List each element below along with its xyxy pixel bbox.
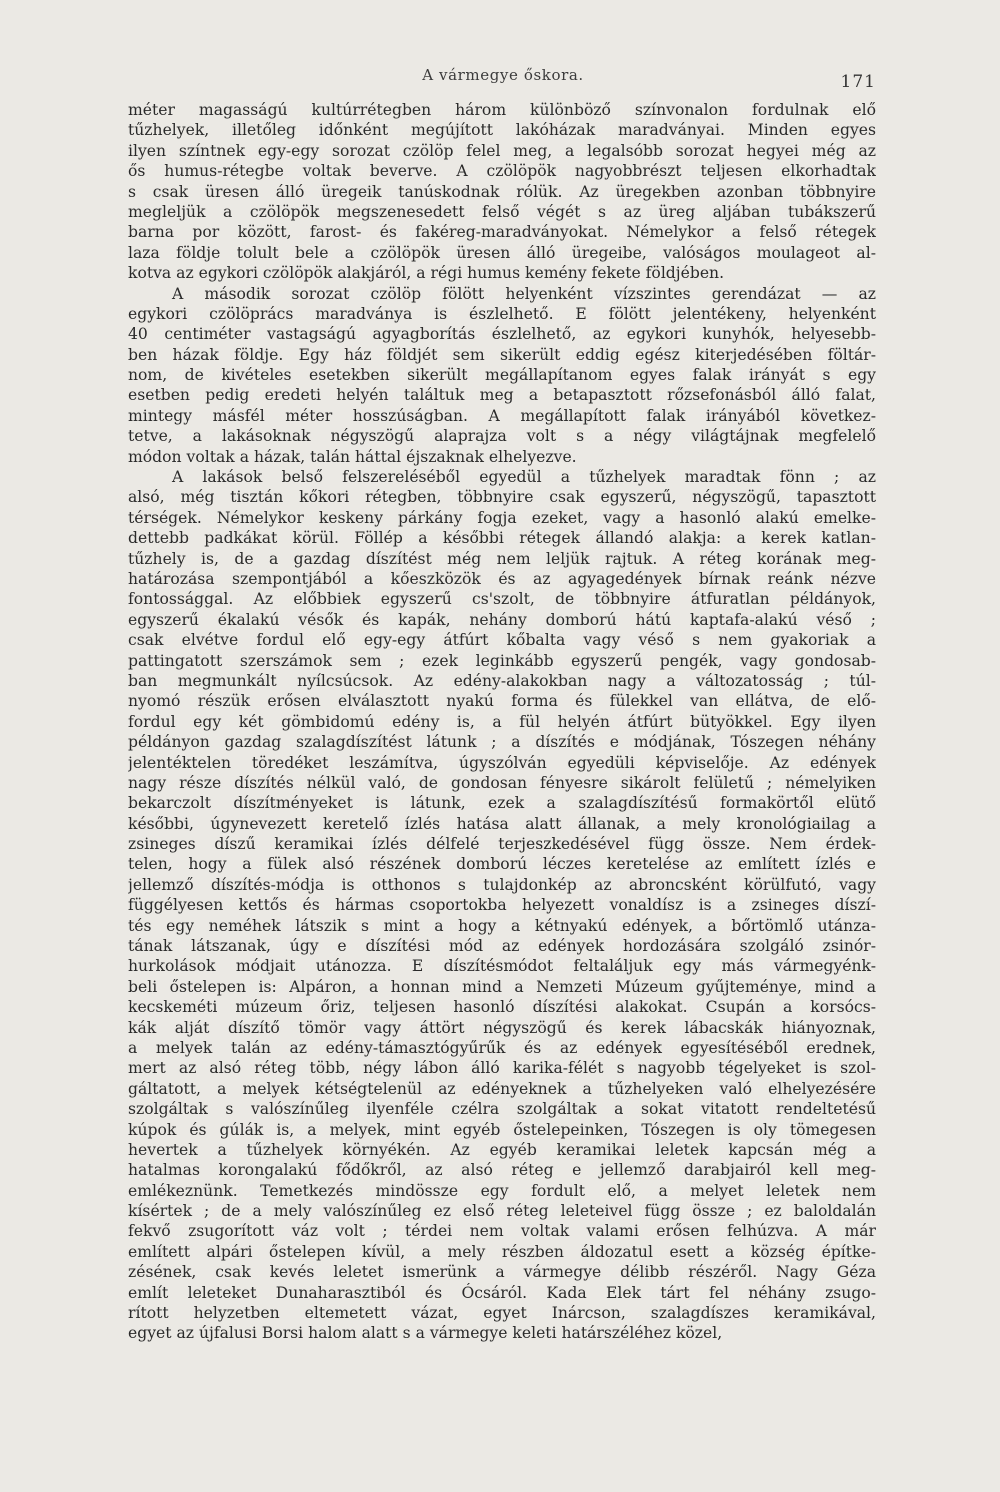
text-line: nom, de kivételes esetekben sikerült megállapítanom egyes falak irányát s egy: [128, 366, 876, 385]
text-line: beli őstelepen is: Alpáron, a honnan mind a Nemzeti Múzeum gyűjteménye, mind a: [128, 977, 876, 996]
text-line: kísértek ; de a mely valószínűleg ez első réteg leleteivel függ össze ; ez baloldalán: [128, 1202, 876, 1221]
text-line: nyomó részük erősen elválasztott nyakú forma és fülekkel van ellátva, de elő-: [128, 692, 876, 711]
text-line: 40 centiméter vastagságú agyagborítás észlelhető, az egykori kunyhók, helyesebb-: [128, 325, 876, 344]
text-line: zsineges díszű keramikai ízlés délfelé terjeszkedésével függ össze. Nem érdek-: [128, 835, 876, 854]
text-line: A lakások belső felszereléséből egyedül a tűzhelyek maradtak fönn ; az: [172, 468, 876, 487]
text-line: pattingatott szerszámok sem ; ezek leginkább egyszerű pengék, vagy gondosab-: [128, 651, 876, 670]
text-line: említ leleteket Dunaharasztiból és Ócsáról. Kada Elek tárt fel néhány zsugo-: [128, 1283, 876, 1302]
paragraph: [128, 467, 876, 1344]
text-line: mintegy másfél méter hosszúságban. A megállapított falak irányából következ-: [128, 406, 876, 425]
text-line: fordul egy két gömbidomú edény is, a fül helyén átfúrt bütyökkel. Egy ilyen: [128, 712, 876, 731]
text-line: ilyen színtnek egy-egy sorozat czölöp felel meg, a legalsóbb sorozat hegyei még az: [128, 141, 876, 160]
text-line: ben házak földje. Egy ház földjét sem sikerült eddig egész kiterjedésében föltár-: [128, 345, 876, 364]
text-line: szolgáltak s valószínűleg ilyenféle czélra szolgáltak a sokat vitatott rendeltetésű: [128, 1100, 876, 1119]
text-line: kotva az egykori czölöpök alakjáról, a régi humus kemény fekete földjében.: [128, 264, 725, 283]
paragraph: [128, 284, 876, 468]
text-line: egykori czölöprács maradványa is észlelhető. E fölött jelentékeny, helyenként: [128, 304, 876, 323]
text-line: gáltatott, a melyek kétségtelenül az edényeknek a tűzhelyeken való elhelyezésére: [128, 1079, 876, 1098]
text-line: barna por között, farost- és fakéreg-maradványokat. Némelykor a felső rétegek: [128, 223, 876, 242]
running-head: A vármegye őskora.: [422, 66, 584, 84]
text-line: határozása szempontjából a kőeszközök és az agyagedények bírnak reánk nézve: [128, 569, 876, 588]
text-line: s csak üresen álló üregeik tanúskodnak rólük. Az üregekben azonban többnyire: [128, 182, 876, 201]
text-line: méter magasságú kultúrrétegben három különböző színvonalon fordulnak elő: [128, 101, 876, 119]
text-line: nagy része díszítés nélkül való, de gondosan fényesre sikárolt felületű ; némelyiken: [128, 773, 876, 792]
text-line: jellemző díszítés-módja is otthonos s tulajdonkép az abroncsként körülfutó, vagy: [128, 875, 876, 894]
text-line: rított helyzetben eltemetett vázat, egyet Inárcson, szalagdíszes keramikával,: [128, 1304, 876, 1323]
text-line: esetben pedig eredeti helyén találtuk meg a betapasztott rőzsefonásból álló falat,: [128, 386, 876, 405]
text-line: hurkolások módjait utánozza. E díszítésmódot feltaláljuk egy más vármegyénk-: [128, 957, 876, 976]
text-line: tűzhely is, de a gazdag díszítést még nem leljük rajtuk. A réteg korának meg-: [128, 549, 876, 568]
text-line: megleljük a czölöpök megszenesedett felső végét s az üreg aljában tubákszerű: [128, 202, 876, 221]
text-line: ban megmunkált nyílcsúcsok. Az edény-alakokban nagy a változatosság ; túl-: [128, 671, 876, 690]
text-line: A második sorozat czölöp fölött helyenként vízszintes gerendázat — az: [172, 284, 876, 303]
text-line: példányon gazdag szalagdíszítést látunk ; a díszítés e módjának, Tószegen néhány: [128, 733, 876, 752]
text-line: zésének, csak kevés leletet ismerünk a vármegye délibb részéről. Nagy Géza: [128, 1263, 876, 1282]
text-line: módon voltak a házak, talán háttal éjszaknak elhelyezve.: [128, 447, 577, 466]
text-line: ős humus-rétegbe voltak beverve. A czölöpök nagyobbrészt teljesen elkorhadtak: [128, 162, 876, 181]
text-line: hatalmas korongalakú fődőkről, az alsó réteg e jellemző darabjairól kell meg-: [128, 1161, 876, 1180]
text-line: térségek. Némelykor keskeny párkány fogja ezeket, vagy a hasonló alakú emelke-: [128, 508, 876, 527]
text-line: bekarczolt díszítményeket is látunk, ezek a szalagdíszítésű formakörtől elütő: [128, 794, 876, 813]
text-line: alsó, még tisztán kőkori rétegben, többnyire csak egyszerű, négyszögű, tapasztott: [128, 488, 876, 507]
text-line: függélyesen kettős és hármas csoportokba helyezett vonaldísz is a zsineges díszí-: [128, 896, 876, 915]
text-line: emlékeznünk. Temetkezés mindössze egy fordult elő, a melyet leletek nem: [128, 1181, 876, 1200]
text-line: említett alpári őstelepen kívül, a mely részben áldozatul esett a község építke-: [128, 1242, 876, 1261]
text-line: telen, hogy a fülek alsó részének domború léczes keretelése az említett ízlés e: [128, 855, 876, 874]
text-line: egyet az újfalusi Borsi halom alatt s a vármegye keleti határszéléhez közel,: [128, 1324, 723, 1343]
page-header: [130, 62, 876, 92]
text-line: tűzhelyek, illetőleg időnként megújított lakóházak maradványai. Minden egyes: [128, 121, 876, 140]
text-line: csak elvétve fordul elő egy-egy átfúrt kőbalta vagy véső s nem gyakoriak a: [128, 631, 876, 650]
text-line: kecskeméti múzeum őriz, teljesen hasonló díszítési alakokat. Csupán a korsócs-: [128, 998, 876, 1017]
text-line: hevertek a tűzhelyek környékén. Az egyéb keramikai leletek kapcsán még a: [128, 1140, 876, 1159]
text-line: tának látszanak, úgy e díszítési mód az edények hordozására szolgáló zsinór-: [128, 937, 876, 956]
text-line: laza földje tolult bele a czölöpök üresen álló üregeibe, valóságos moulageot al-: [128, 243, 876, 262]
text-line: fekvő zsugorított váz volt ; térdei nem voltak valami erősen felhúzva. A már: [128, 1222, 876, 1241]
body-text: [128, 100, 876, 1344]
paragraph: [128, 100, 876, 284]
text-line: mert az alsó réteg több, négy lábon álló karika-félét s nagyobb tégelyeket is szol-: [128, 1059, 876, 1078]
text-line: kák alját díszítő tömör vagy áttört négyszögű és kerek lábacskák hiányoznak,: [128, 1018, 876, 1037]
page-number: 171: [840, 72, 876, 92]
text-line: egyszerű ékalakú vésők és kapák, nehány domború hátú kaptafa-alakú véső ;: [128, 610, 876, 629]
text-line: tés egy neméhek látszik s mint a hogy a kétnyakú edények, a bőrtömlő utánza-: [128, 916, 876, 935]
text-line: jelentéktelen töredéket leszámítva, úgyszólván egyedüli képviselője. Az edények: [128, 753, 876, 772]
text-line: későbbi, úgynevezett keretelő ízlés hatása alatt állanak, a mely kronológiailag a: [128, 814, 876, 833]
text-line: kúpok és gúlák is, a melyek, mint egyéb őstelepeinken, Tószegen is oly tömegesen: [128, 1120, 876, 1139]
text-line: a melyek talán az edény-támasztógyűrűk és az edények egyesítéséből erednek,: [128, 1038, 876, 1057]
text-line: dettebb padkákat körül. Föllép a későbbi rétegek állandó alakja: a kerek katlan-: [128, 529, 876, 548]
text-line: fontossággal. Az előbbiek egyszerű cs'szolt, de többnyire átfuratlan példányok,: [128, 590, 876, 609]
text-line: tetve, a lakásoknak négyszögű alaprajza volt s a négy világtájnak megfelelő: [128, 427, 876, 446]
